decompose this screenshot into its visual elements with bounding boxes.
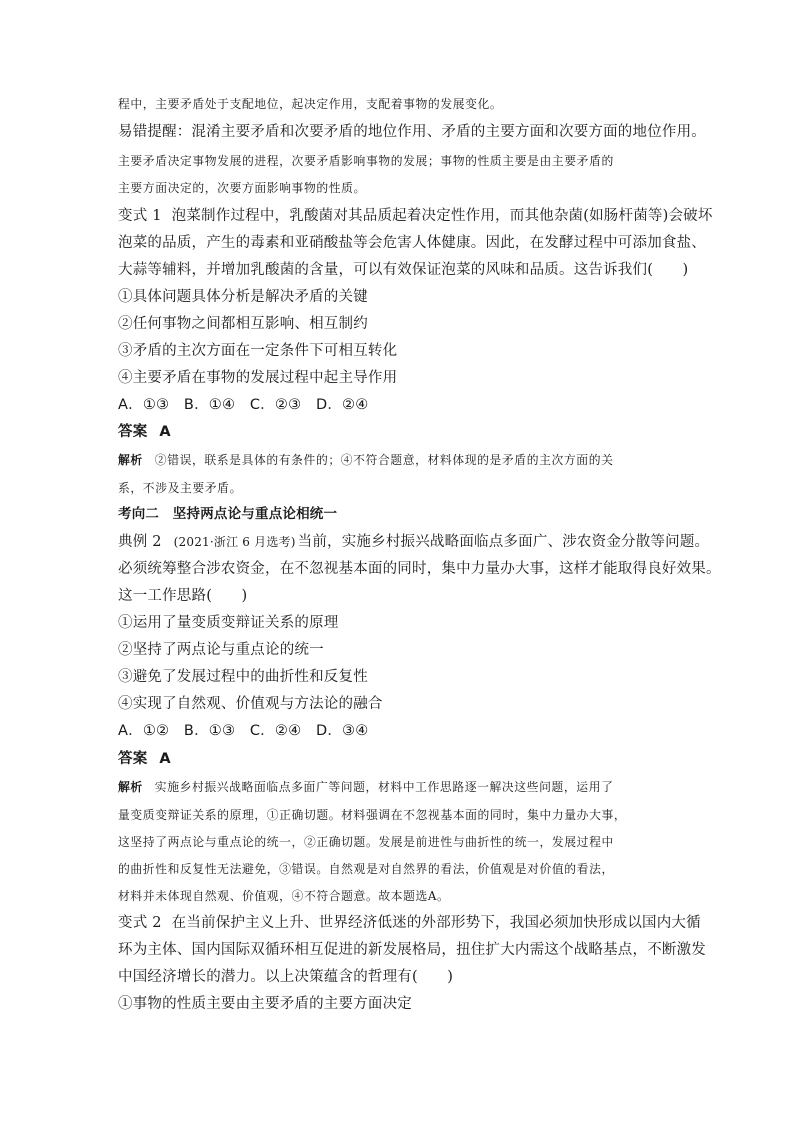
text-span: ③避免了发展过程中的曲折性和反复性 [118, 669, 368, 685]
text-line [118, 586, 247, 606]
answer-choices [118, 395, 368, 415]
option-1 [118, 613, 339, 633]
text-span: 大蒜等辅料，并增加乳酸菌的含量，可以有效保证泡菜的风味和品质。这告诉我们( ) [118, 262, 689, 278]
text-span: A．①② B．①③ C．②④ D．③④ [118, 723, 369, 739]
text-line [118, 805, 626, 825]
answer-value: A [159, 751, 171, 767]
analysis-label: 解析 [118, 453, 143, 467]
answer-label: 答案 [118, 424, 148, 440]
option-4 [118, 694, 383, 714]
text-span: 主要方面决定的，次要方面影响事物的性质。 [118, 181, 366, 195]
text-span: ①具体问题具体分析是解决矛盾的关键 [118, 289, 368, 305]
text-span: 中国经济增长的潜力。以上决策蕴含的哲理有( ) [118, 969, 454, 985]
text-span: 考向二 坚持两点论与重点论相统一 [118, 506, 338, 522]
text-span: ①运用了量变质变辩证关系的原理 [118, 615, 339, 631]
variant-2-question [118, 913, 701, 933]
answer-line [118, 749, 171, 769]
text-line [118, 886, 449, 906]
analysis-label: 解析 [118, 780, 143, 794]
option-1 [118, 994, 412, 1014]
option-2 [118, 640, 324, 660]
example-label: 典例 2 [118, 534, 162, 550]
answer-label: 答案 [118, 751, 148, 767]
text-span: 这一工作思路( ) [118, 588, 248, 604]
example-2-question [118, 532, 709, 552]
text-line [118, 559, 721, 579]
section-heading [118, 504, 337, 524]
text-span: 泡菜制作过程中，乳酸菌对其品质起着决定性作用，而其他杂菌(如肠杆菌等)会破坏 [171, 208, 713, 224]
text-span: 材料并未体现自然观、价值观，④不符合题意。故本题选A。 [118, 889, 450, 903]
variant-label: 变式 2 [118, 915, 162, 931]
text-span: 环为主体、国内国际双循环相互促进的新发展格局，扭住扩大内需这个战略基点，不断激发 [118, 942, 706, 958]
variant-1-question [118, 206, 713, 226]
text-line [118, 151, 614, 171]
text-line [118, 832, 614, 852]
option-4 [118, 368, 397, 388]
option-3 [118, 341, 397, 361]
text-span: 主要矛盾决定事物发展的进程，次要矛盾影响事物的发展；事物的性质主要是由主要矛盾的 [118, 154, 614, 168]
option-3 [118, 667, 368, 687]
text-span: ③矛盾的主次方面在一定条件下可相互转化 [118, 343, 398, 359]
option-2 [118, 314, 368, 334]
text-line [118, 233, 706, 253]
analysis-line [118, 777, 613, 797]
text-span: 程中，主要矛盾处于支配地位，起决定作用，支配着事物的发展变化。 [118, 97, 503, 111]
text-line [118, 967, 453, 987]
text-line [118, 478, 242, 498]
text-span: 必须统筹整合涉农资金，在不忽视基本面的同时，集中力量办大事，这样才能取得良好效果。 [118, 561, 721, 577]
text-line [118, 260, 688, 280]
answer-value: A [159, 424, 171, 440]
option-1 [118, 287, 368, 307]
answer-choices [118, 721, 368, 741]
answer-line [118, 422, 171, 442]
error-tip-line [118, 122, 706, 142]
text-span: 这坚持了两点论与重点论的统一，②正确切题。发展是前进性与曲折性的统一，发展过程中 [118, 835, 614, 849]
text-span: 实施乡村振兴战略面临点多面广等问题，材料中工作思路逐一解决这些问题，运用了 [154, 780, 614, 794]
text-span: 在当前保护主义上升、世界经济低迷的外部形势下，我国必须加快形成以国内大循 [171, 915, 701, 931]
text-line [118, 178, 366, 198]
text-span: 的曲折性和反复性无法避免，③错误。自然观是对自然界的看法，价值观是对价值的看法， [118, 862, 614, 876]
text-span: 系，不涉及主要矛盾。 [118, 481, 242, 495]
source-note: (2021·浙江 6 月选考) [173, 535, 296, 549]
text-line [118, 94, 502, 114]
text-line [118, 940, 706, 960]
text-span: 易错提醒：混淆主要矛盾和次要矛盾的地位作用、矛盾的主要方面和次要方面的地位作用。 [118, 124, 706, 140]
text-span: ②坚持了两点论与重点论的统一 [118, 642, 324, 658]
text-span: ④主要矛盾在事物的发展过程中起主导作用 [118, 370, 398, 386]
analysis-line [118, 450, 613, 470]
text-span: ④实现了自然观、价值观与方法论的融合 [118, 696, 383, 712]
text-span: 泡菜的品质，产生的毒素和亚硝酸盐等会危害人体健康。因此，在发酵过程中可添加食盐、 [118, 235, 706, 251]
text-span: A．①③ B．①④ C．②③ D．②④ [118, 397, 369, 413]
text-span: 当前，实施乡村振兴战略面临点多面广、涉农资金分散等问题。 [297, 534, 710, 550]
variant-label: 变式 1 [118, 208, 162, 224]
text-span: ②任何事物之间都相互影响、相互制约 [118, 316, 368, 332]
text-line [118, 859, 614, 879]
text-span: 量变质变辩证关系的原理，①正确切题。材料强调在不忽视基本面的同时，集中力量办大事， [118, 808, 627, 822]
text-span: ②错误，联系是具体的有条件的；④不符合题意，材料体现的是矛盾的主次方面的关 [154, 453, 614, 467]
text-span: ①事物的性质主要由主要矛盾的主要方面决定 [118, 996, 412, 1012]
